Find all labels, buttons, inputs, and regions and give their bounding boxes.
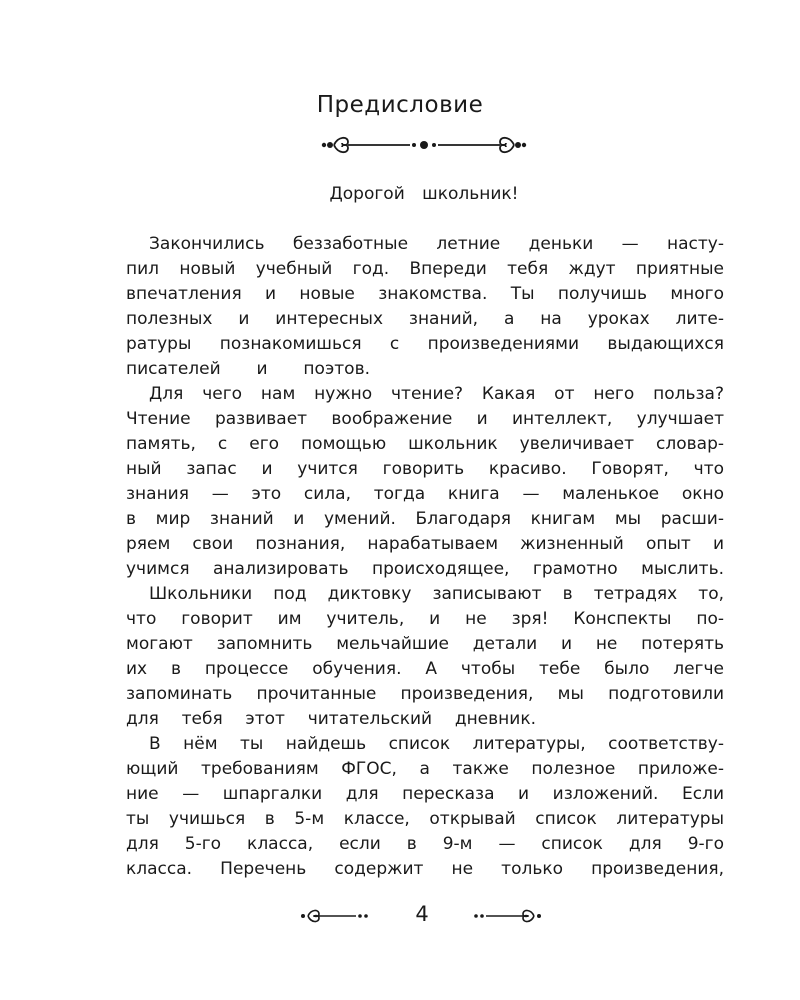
text-line: писателей и поэтов.	[126, 359, 370, 379]
text-line: ние — шпаргалки для пересказа и изложений. Если	[126, 784, 724, 804]
text-line: Закончились беззаботные летние деньки — насту-	[149, 234, 724, 254]
title-ornament-icon	[320, 130, 528, 160]
text-line: память, с его помощью школьник увеличивает словар-	[126, 434, 724, 454]
footer-ornament-left-icon	[300, 904, 370, 928]
page-number: 4	[415, 902, 429, 926]
text-line: для тебя этот читательский дневник.	[126, 709, 536, 729]
text-line: Для чего нам нужно чтение? Какая от него польза?	[149, 384, 724, 404]
text-line: что говорит им учитель, и не зря! Конспекты по-	[126, 609, 724, 629]
text-line: запоминать прочитанные произведения, мы подготовили	[126, 684, 724, 704]
text-line: Чтение развивает воображение и интеллект, улучшает	[126, 409, 724, 429]
page-footer	[0, 900, 800, 932]
text-line: ный запас и учится говорить красиво. Говорят, что	[126, 459, 724, 479]
text-line: ющий требованиям ФГОС, а также полезное приложе-	[126, 759, 724, 779]
text-line: учимся анализировать происходящее, грамотно мыслить.	[126, 559, 724, 579]
text-line: В нём ты найдешь список литературы, соответству-	[149, 734, 724, 754]
text-line: ряем свои познания, нарабатываем жизненный опыт и	[126, 534, 724, 554]
text-line: пил новый учебный год. Впереди тебя ждут приятные	[126, 259, 724, 279]
text-line: ты учишься в 5-м классе, открывай список литературы	[126, 809, 724, 829]
text-line: для 5-го класса, если в 9-м — список для 9-го	[126, 834, 724, 854]
page-title: Предисловие	[316, 92, 484, 118]
text-line: полезных и интересных знаний, а на уроках лите-	[126, 309, 724, 329]
text-line: класса. Перечень содержит не только произведения,	[126, 859, 724, 879]
text-line: Школьники под диктовку записывают в тетрадях то,	[149, 584, 724, 604]
text-line: впечатления и новые знакомства. Ты получишь много	[126, 284, 724, 304]
text-line: могают запомнить мельчайшие детали и не потерять	[126, 634, 724, 654]
body-text	[126, 232, 724, 882]
text-line: ратуры познакомишься с произведениями выдающихся	[126, 334, 724, 354]
greeting: Дорогой школьник!	[329, 184, 519, 204]
footer-ornament-right-icon	[472, 904, 542, 928]
text-line: в мир знаний и умений. Благодаря книгам мы расши-	[126, 509, 724, 529]
text-line: их в процессе обучения. А чтобы тебе было легче	[126, 659, 724, 679]
text-line: знания — это сила, тогда книга — маленькое окно	[126, 484, 724, 504]
